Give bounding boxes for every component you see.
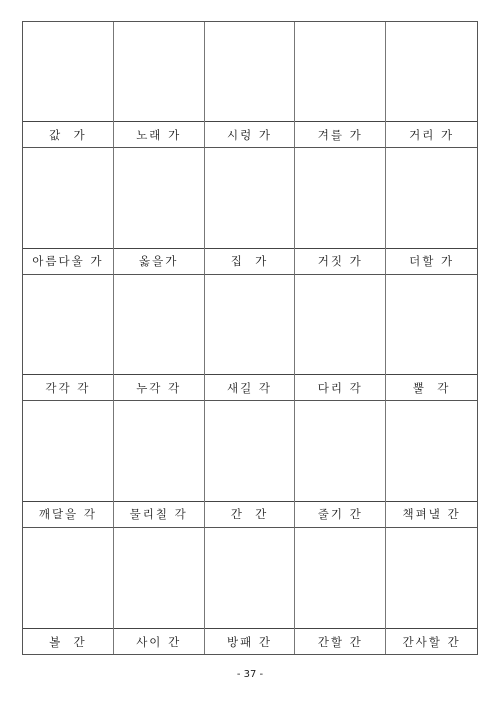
writing-box bbox=[386, 148, 477, 248]
writing-box bbox=[205, 22, 295, 122]
practice-cell bbox=[386, 148, 477, 274]
writing-box bbox=[205, 528, 295, 629]
writing-box bbox=[114, 22, 204, 122]
writing-box bbox=[114, 528, 204, 629]
character-meaning-label: 거리 가 bbox=[409, 127, 455, 142]
character-meaning-label: 깨달을 각 bbox=[38, 507, 97, 522]
writing-box bbox=[23, 148, 113, 248]
writing-box bbox=[114, 148, 204, 248]
writing-box bbox=[295, 22, 385, 122]
practice-cell bbox=[205, 528, 296, 654]
character-meaning-label: 뿔 각 bbox=[412, 380, 451, 395]
character-meaning-label: 간할 간 bbox=[317, 634, 363, 649]
writing-box bbox=[205, 148, 295, 248]
writing-box bbox=[386, 22, 477, 122]
practice-cell bbox=[205, 275, 296, 401]
character-meaning-label: 각각 각 bbox=[45, 380, 91, 395]
character-meaning-label: 새길 각 bbox=[227, 380, 272, 395]
practice-cell bbox=[114, 22, 205, 148]
writing-box bbox=[23, 22, 113, 122]
character-meaning-label: 더할 가 bbox=[409, 254, 455, 269]
practice-cell bbox=[23, 401, 114, 527]
practice-cell bbox=[205, 148, 296, 274]
character-meaning-label: 노래 가 bbox=[136, 127, 182, 142]
practice-cell bbox=[205, 401, 296, 527]
practice-cell bbox=[386, 401, 477, 527]
practice-cell bbox=[114, 148, 205, 274]
practice-cell bbox=[114, 528, 205, 654]
writing-box bbox=[23, 401, 113, 501]
practice-cell bbox=[114, 275, 205, 401]
character-meaning-label: 볼 간 bbox=[49, 634, 87, 649]
practice-cell bbox=[23, 148, 114, 274]
writing-box bbox=[386, 401, 477, 501]
character-meaning-label: 거짓 가 bbox=[317, 254, 363, 269]
practice-cell bbox=[23, 528, 114, 654]
practice-cell bbox=[295, 401, 386, 527]
practice-cell bbox=[295, 275, 386, 401]
writing-box bbox=[386, 528, 477, 629]
character-meaning-label: 옳을가 bbox=[139, 254, 179, 269]
writing-box bbox=[295, 528, 385, 629]
writing-box bbox=[295, 401, 385, 501]
character-meaning-label: 다리 각 bbox=[317, 380, 363, 395]
practice-cell bbox=[23, 275, 114, 401]
character-meaning-label: 간사할 간 bbox=[402, 634, 461, 649]
character-meaning-label: 값 가 bbox=[49, 127, 87, 142]
practice-cell bbox=[205, 22, 296, 148]
practice-cell bbox=[295, 528, 386, 654]
character-meaning-label: 책펴낼 간 bbox=[402, 507, 461, 522]
practice-cell bbox=[295, 148, 386, 274]
character-meaning-label: 시렁 가 bbox=[227, 127, 272, 142]
character-meaning-label: 방패 간 bbox=[227, 634, 272, 649]
writing-box bbox=[295, 148, 385, 248]
character-meaning-label: 누각 각 bbox=[136, 380, 182, 395]
character-meaning-label: 사이 간 bbox=[136, 634, 182, 649]
character-meaning-label: 아름다울 가 bbox=[32, 254, 104, 269]
character-meaning-label: 물리칠 각 bbox=[129, 507, 188, 522]
practice-cell bbox=[23, 22, 114, 148]
hanja-practice-grid bbox=[22, 21, 478, 655]
writing-box bbox=[205, 401, 295, 501]
character-meaning-label: 집 가 bbox=[230, 254, 269, 269]
character-meaning-label: 줄기 간 bbox=[317, 507, 363, 522]
page-number: - 37 - bbox=[236, 669, 264, 680]
practice-cell bbox=[386, 22, 477, 148]
character-meaning-label: 겨를 가 bbox=[317, 127, 363, 142]
writing-box bbox=[205, 275, 295, 375]
practice-cell bbox=[295, 22, 386, 148]
writing-box bbox=[23, 275, 113, 375]
writing-box bbox=[114, 401, 204, 501]
writing-box bbox=[386, 275, 477, 375]
practice-cell bbox=[386, 275, 477, 401]
writing-box bbox=[23, 528, 113, 629]
writing-box bbox=[114, 275, 204, 375]
practice-cell bbox=[114, 401, 205, 527]
character-meaning-label: 간 간 bbox=[230, 507, 269, 522]
practice-cell bbox=[386, 528, 477, 654]
writing-box bbox=[295, 275, 385, 375]
